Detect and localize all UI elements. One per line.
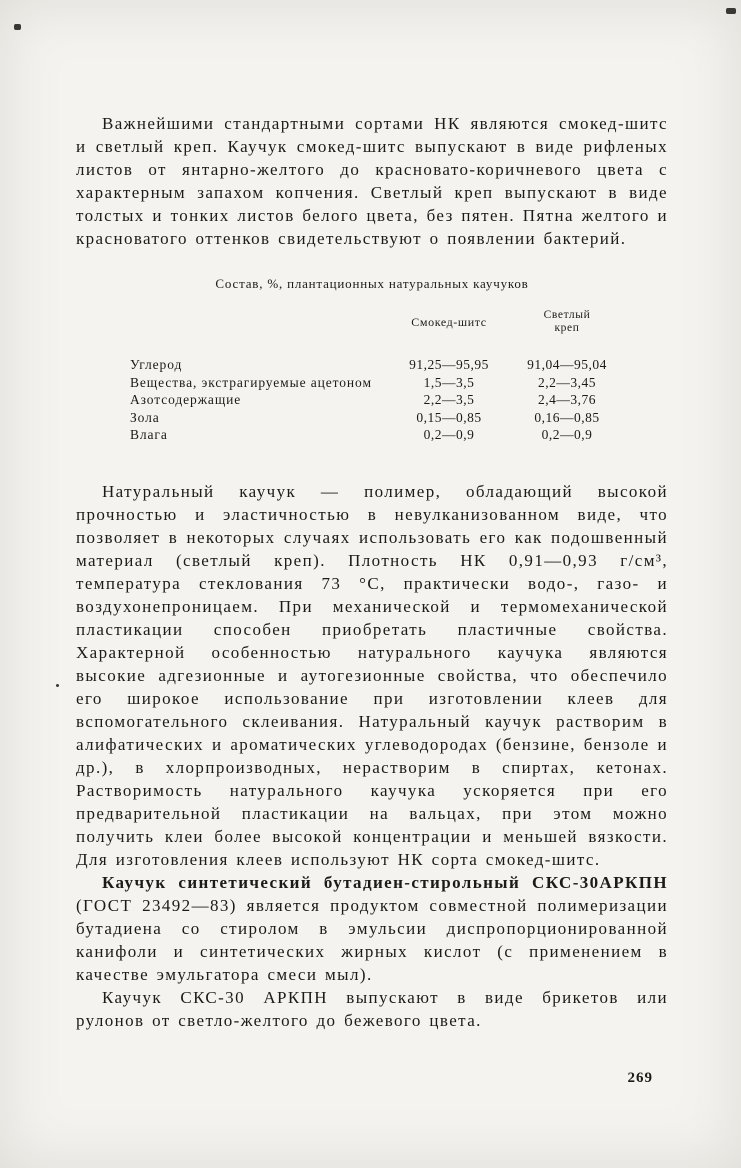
- table-title: Состав, %, плантационных натуральных каучуков: [215, 276, 529, 291]
- composition-table: [76, 276, 668, 444]
- table-header-row: [130, 306, 668, 338]
- row-label: Зола: [130, 409, 160, 425]
- cell-value: 91,25—95,95: [409, 357, 489, 372]
- cell-value: 2,2—3,5: [423, 392, 475, 407]
- paragraph-intro: Важнейшими стандартными сортами НК являются смокед-шитс и светлый креп. Каучук смокед-шитс выпускают в виде рифленых листов от янтарно-желтого до красновато-коричневого цвета с характерным запахом копчения. Светлый креп выпускают в виде толстых и тонких листов белого цвета, без пятен. Пятна желтого и красноватого оттенков свидетельствуют о появлении бактерий.: [76, 114, 668, 248]
- paragraph-natural-rubber: Натуральный каучук — полимер, обладающий высокой прочностью и эластичностью в невулканизованном виде, что позволяет в некоторых случаях использовать его как подошвенный материал (светлый креп). Плотность НК 0,91—0,93 г/см³, температура стеклования 73 °С, практически водо-, газо- и воздухонепроницаем. При механической и термомеханической пластикации способен приобретать пластичные свойства. Характерной особенностью натурального каучука являются высокие адгезионные и аутогезионные свойства, что обеспечило его широкое использование при изготовлении клеев для вспомогательного склеивания. Натуральный каучук растворим в алифатических и ароматических углеводородах (бензине, бензоле и др.), в хлорпроизводных, нерастворим в спиртах, кетонах. Растворимость натурального каучука ускоряется при его предварительной пластикации на вальцах, при этом можно получить клеи более высокой концентрации и меньшей вязкости. Для изготовления клеев используют НК сорта смокед-шитс.: [76, 481, 668, 869]
- scan-speck: [14, 24, 21, 30]
- cell-value: 0,15—0,85: [416, 409, 482, 425]
- cell-value: 2,2—3,45: [538, 374, 596, 390]
- cell-value: 0,16—0,85: [534, 409, 600, 425]
- row-label: Вещества, экстрагируемые ацетоном: [130, 374, 372, 390]
- paragraph-sks-rubber: [76, 871, 668, 986]
- row-label: Влага: [130, 427, 168, 442]
- cell-value: 1,5—3,5: [423, 374, 475, 390]
- column-header-smoked-sheets: Смокед-шитс: [411, 314, 487, 329]
- row-label: Углерод: [130, 357, 183, 372]
- table-body: [76, 356, 668, 444]
- paragraph-sks-output: Каучук СКС-30 АРКПН выпускают в виде брикетов или рулонов от светло-желтого до бежевого цвета.: [76, 987, 668, 1030]
- scan-speck: [56, 684, 59, 687]
- bold-lead: Каучук синтетический бутадиен-стирольный СКС-30АРКПН: [102, 872, 668, 892]
- cell-value: 2,4—3,76: [538, 392, 596, 407]
- cell-value: 0,2—0,9: [541, 427, 593, 442]
- column-header-light-crepe: Светлый креп: [543, 309, 591, 334]
- table-row: [130, 391, 668, 409]
- table-row: [130, 356, 668, 374]
- scan-speck: [726, 8, 736, 14]
- paragraph-sks-rubber-rest: (ГОСТ 23492—83) является продуктом совместной полимеризации бутадиена со стиролом в эмульсии диспропорционированной канифоли и синтетических жирных кислот (с применением в качестве эмульгатора смеси мыл).: [76, 895, 668, 984]
- row-label: Азотсодержащие: [130, 392, 242, 407]
- cell-value: 91,04—95,04: [527, 357, 607, 372]
- page-number: 269: [627, 1070, 653, 1086]
- table-row: [130, 374, 668, 392]
- table-row: [130, 409, 668, 427]
- text-column: [76, 112, 668, 1032]
- cell-value: 0,2—0,9: [423, 427, 475, 442]
- table-row: [130, 426, 668, 444]
